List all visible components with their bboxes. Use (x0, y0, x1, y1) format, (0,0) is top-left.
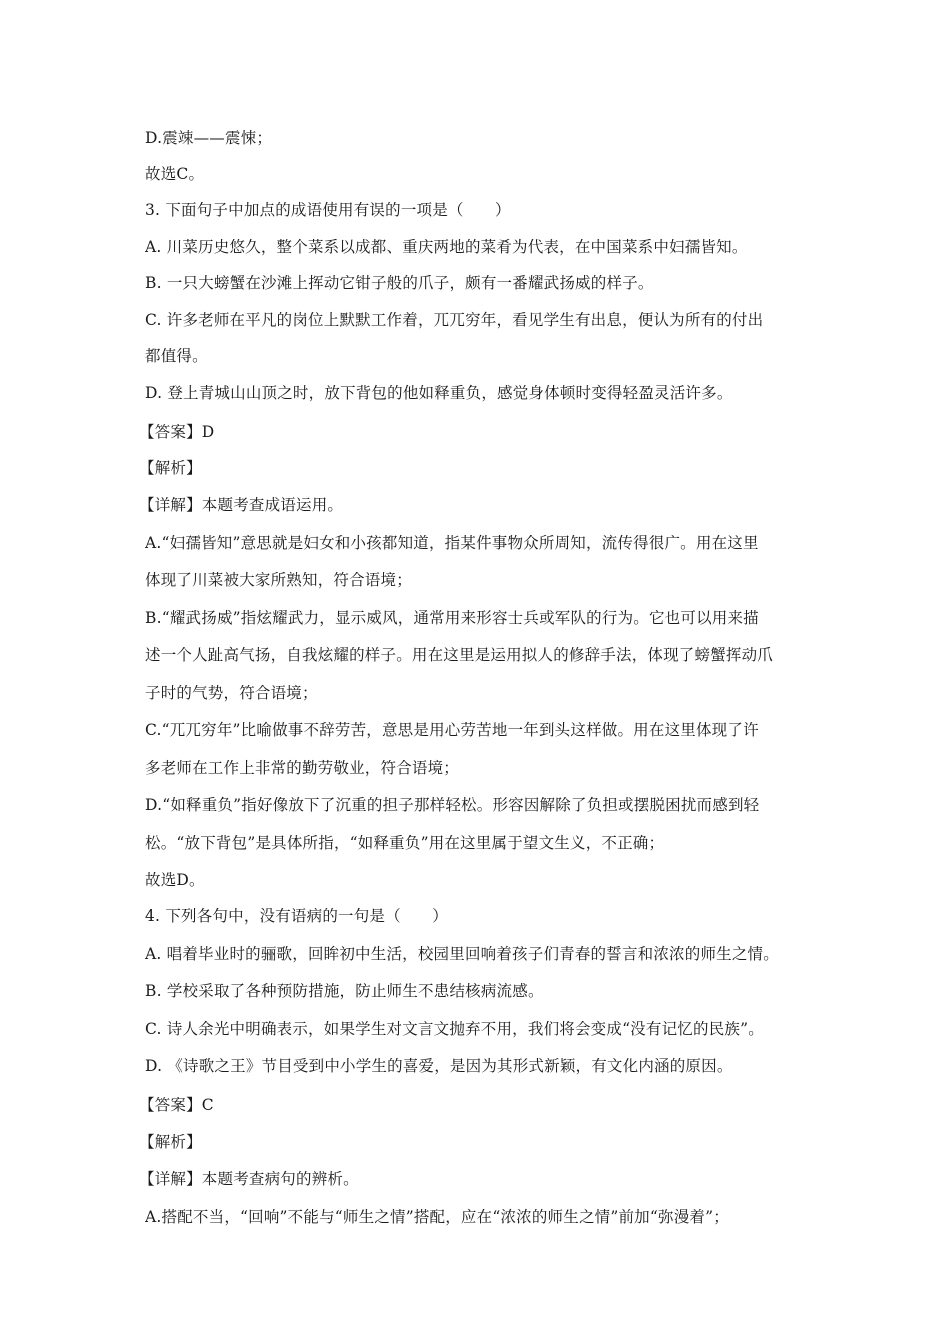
question-3-option-c: C. 许多老师在平凡的岗位上默默工作着，兀兀穷年，看见学生有出息，便认为所有的付出 (145, 311, 764, 329)
text-line: D.震竦——震悚； (145, 129, 273, 147)
text-line: 松。“放下背包”是具体所指，“如释重负”用在这里属于望文生义，不正确； (145, 834, 665, 852)
question-4-option-c: C. 诗人余光中明确表示，如果学生对文言文抛弃不用，我们将会变成“没有记忆的民族”。 (145, 1020, 764, 1038)
answer-label: 【答案】C (139, 1096, 214, 1114)
text-line: A.搭配不当，“回响”不能与“师生之情”搭配，应在“浓浓的师生之情”前加“弥漫着”； (145, 1208, 729, 1226)
question-3-option-b: B. 一只大螃蟹在沙滩上挥动它钳子般的爪子，颇有一番耀武扬威的样子。 (145, 274, 654, 292)
text-line: 体现了川菜被大家所熟知，符合语境； (145, 571, 412, 589)
question-4-stem: 4. 下列各句中，没有语病的一句是（ ） (145, 907, 448, 925)
text-line: B.“耀武扬威”指炫耀武力，显示威风，通常用来形容士兵或军队的行为。它也可以用来描 (145, 609, 759, 627)
text-line: 子时的气势，符合语境； (145, 684, 318, 702)
text-line: 故选D。 (145, 871, 205, 889)
text-line: D.“如释重负”指好像放下了沉重的担子那样轻松。形容因解除了负担或摆脱困扰而感到轻 (145, 796, 760, 814)
text-line: 多老师在工作上非常的勤劳敬业，符合语境； (145, 759, 460, 777)
question-3-stem: 3. 下面句子中加点的成语使用有误的一项是（ ） (145, 201, 511, 219)
text-line: 述一个人趾高气扬，自我炫耀的样子。用在这里是运用拟人的修辞手法，体现了螃蟹挥动爪 (145, 646, 774, 664)
question-4-option-b: B. 学校采取了各种预防措施，防止师生不患结核病流感。 (145, 982, 544, 1000)
question-4-option-d: D. 《诗歌之王》节目受到中小学生的喜爱，是因为其形式新颖，有文化内涵的原因。 (145, 1057, 733, 1075)
detail-label: 【详解】本题考查成语运用。 (139, 496, 344, 514)
text-line: A.“妇孺皆知”意思就是妇女和小孩都知道，指某件事物众所周知，流传得很广。用在这里 (145, 534, 759, 552)
question-4-option-a: A. 唱着毕业时的骊歌，回眸初中生活，校园里回响着孩子们青春的誓言和浓浓的师生之情。 (145, 945, 779, 963)
analysis-label: 【解析】 (139, 1133, 202, 1151)
question-3-option-a: A. 川菜历史悠久，整个菜系以成都、重庆两地的菜肴为代表，在中国菜系中妇孺皆知。 (145, 238, 748, 256)
text-line: 都值得。 (145, 347, 208, 365)
question-3-option-d: D. 登上青城山山顶之时，放下背包的他如释重负，感觉身体顿时变得轻盈灵活许多。 (145, 384, 733, 402)
analysis-label: 【解析】 (139, 459, 202, 477)
text-line: 故选C。 (145, 165, 205, 183)
detail-label: 【详解】本题考查病句的辨析。 (139, 1170, 359, 1188)
answer-label: 【答案】D (139, 423, 215, 441)
text-line: C.“兀兀穷年”比喻做事不辞劳苦，意思是用心劳苦地一年到头这样做。用在这里体现了许 (145, 721, 759, 739)
